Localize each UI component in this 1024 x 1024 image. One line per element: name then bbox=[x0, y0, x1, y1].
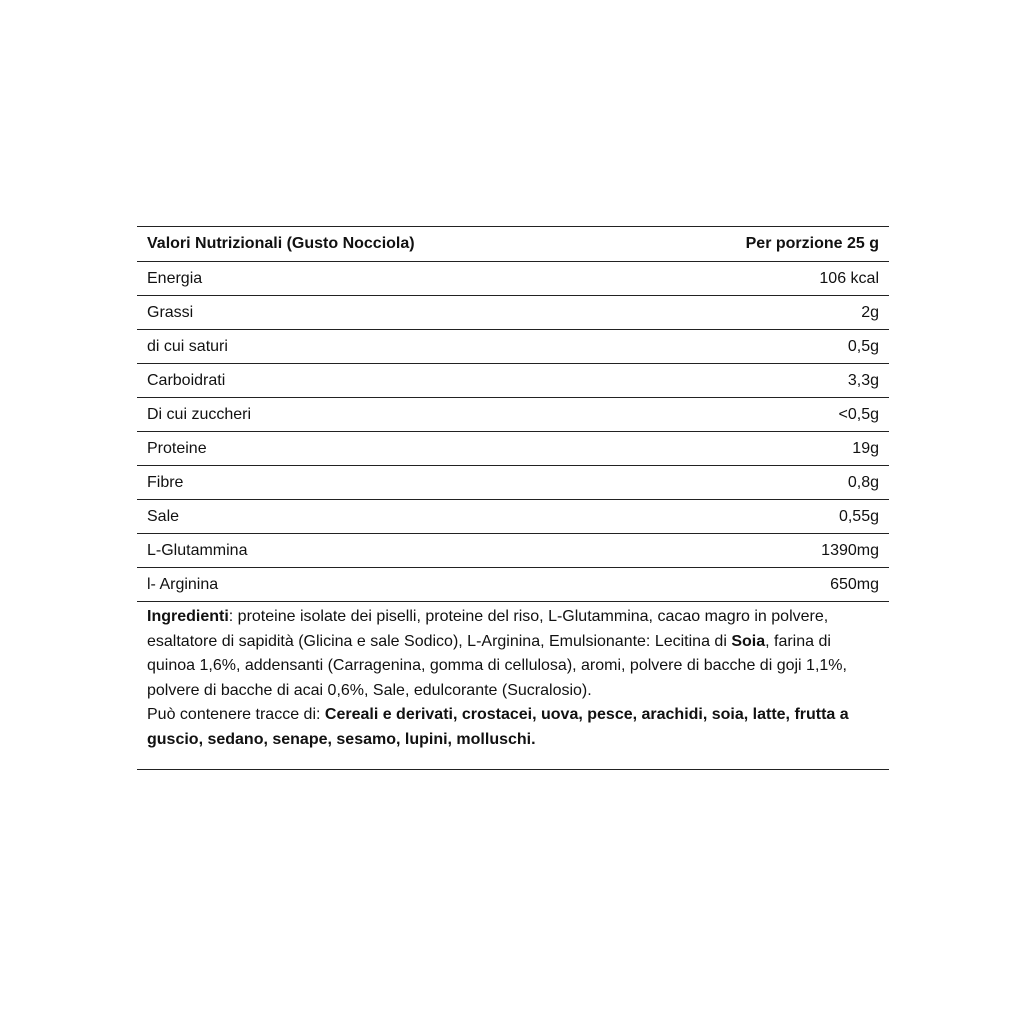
table-row bbox=[137, 466, 889, 500]
row-value: 0,5g bbox=[627, 330, 889, 364]
table-row bbox=[137, 500, 889, 534]
soia-allergen: Soia bbox=[731, 632, 766, 650]
table-row bbox=[137, 364, 889, 398]
row-name: l- Arginina bbox=[137, 568, 627, 602]
row-value: 19g bbox=[627, 432, 889, 466]
nutrition-table bbox=[137, 226, 889, 602]
table-row bbox=[137, 398, 889, 432]
table-row bbox=[137, 330, 889, 364]
row-name: Di cui zuccheri bbox=[137, 398, 627, 432]
row-value: 0,55g bbox=[627, 500, 889, 534]
table-row bbox=[137, 262, 889, 296]
row-value: 3,3g bbox=[627, 364, 889, 398]
table-header-row bbox=[137, 227, 889, 262]
row-name: L-Glutammina bbox=[137, 534, 627, 568]
row-name: Carboidrati bbox=[137, 364, 627, 398]
table-row bbox=[137, 432, 889, 466]
traces-list: Cereali e derivati, crostacei, uova, pesce, arachidi, soia, latte, frutta a guscio, sedano, senape, sesamo, lupini, molluschi. bbox=[147, 706, 849, 748]
row-name: Energia bbox=[137, 262, 627, 296]
traces-intro: Può contenere tracce di: bbox=[147, 706, 325, 723]
traces-paragraph bbox=[147, 703, 879, 752]
row-value: <0,5g bbox=[627, 398, 889, 432]
table-row bbox=[137, 568, 889, 602]
row-value: 0,8g bbox=[627, 466, 889, 500]
table-row bbox=[137, 534, 889, 568]
row-name: Proteine bbox=[137, 432, 627, 466]
row-name: Fibre bbox=[137, 466, 627, 500]
ingredients-text-1: : proteine isolate dei piselli, proteine del riso, L-Glutammina, cacao magro in polvere, esaltatore di sapidità (Glicina e sale Sodico), L-Arginina, Emulsionante: Lecitina di bbox=[147, 608, 829, 650]
table-row bbox=[137, 296, 889, 330]
nutrition-panel bbox=[137, 226, 889, 770]
ingredients-block bbox=[137, 605, 889, 770]
row-name: Grassi bbox=[137, 296, 627, 330]
ingredients-label: Ingredienti bbox=[147, 608, 229, 625]
row-name: di cui saturi bbox=[137, 330, 627, 364]
ingredients-paragraph bbox=[147, 605, 879, 703]
row-name: Sale bbox=[137, 500, 627, 534]
row-value: 1390mg bbox=[627, 534, 889, 568]
ingredients-text-2: , farina di quinoa 1,6%, addensanti (Carragenina, gomma di cellulosa), aromi, polvere di bacche di goji 1,1%, polvere di bacche di acai 0,6%, Sale, edulcorante (Sucralosio). bbox=[147, 632, 847, 699]
row-value: 2g bbox=[627, 296, 889, 330]
header-value: Per porzione 25 g bbox=[627, 227, 889, 262]
row-value: 106 kcal bbox=[627, 262, 889, 296]
header-name: Valori Nutrizionali (Gusto Nocciola) bbox=[137, 227, 627, 262]
row-value: 650mg bbox=[627, 568, 889, 602]
